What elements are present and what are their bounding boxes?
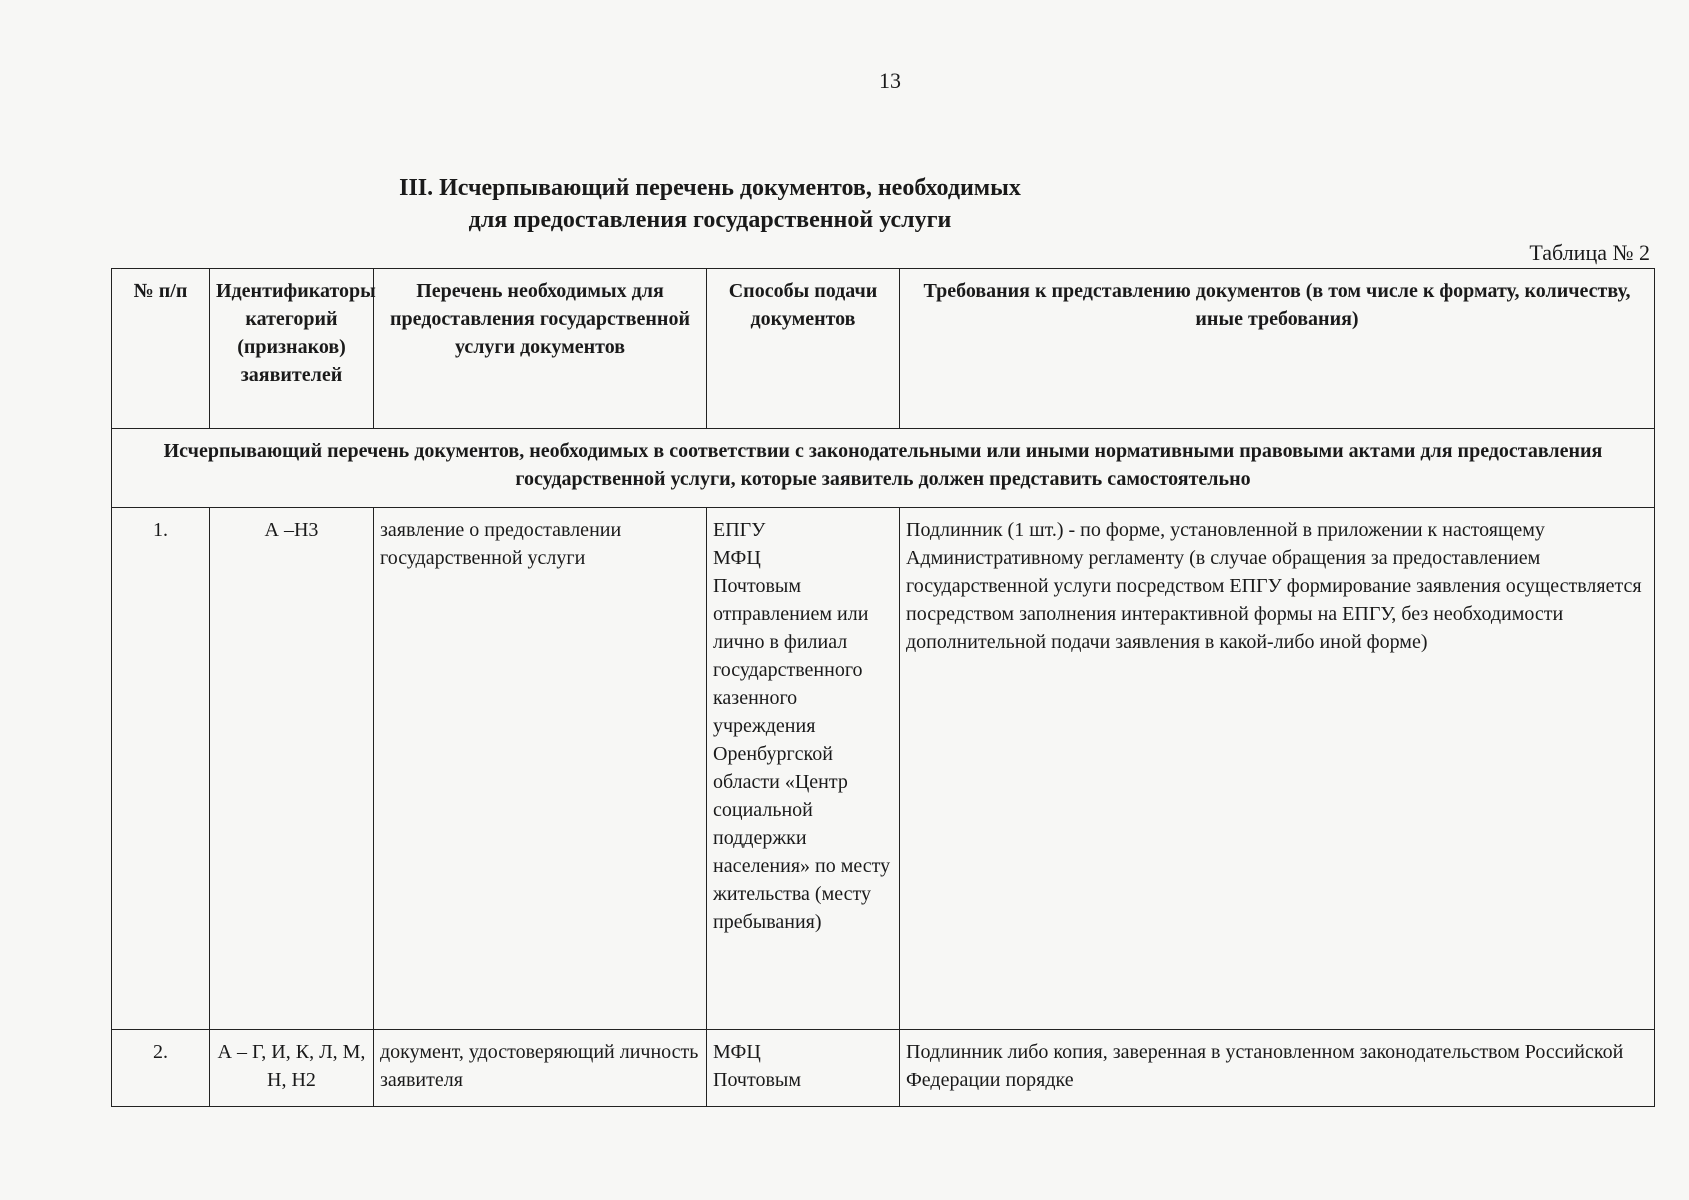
row-2-submission-1: МФЦ — [713, 1041, 761, 1063]
row-2-requirements: Подлинник либо копия, заверенная в установленном законодательством Российской Федерации порядке — [900, 1030, 1655, 1107]
row-1-num: 1. — [112, 508, 210, 1030]
table-row — [112, 1030, 1655, 1107]
row-1-submission — [707, 508, 900, 1030]
table-label: Таблица № 2 — [1529, 240, 1650, 265]
header-submission: Способы подачи документов — [707, 269, 900, 429]
header-identifiers: Идентификаторы категорий (признаков) заявителей — [210, 269, 374, 429]
row-1-requirements: Подлинник (1 шт.) - по форме, установленной в приложении к настоящему Административному регламенту (в случае обращения за предоставлением государственной услуги посредством ЕПГУ формирование заявления осуществляется посредством заполнения интерактивной формы на ЕПГУ, без необходимости дополнительной подачи заявления в какой-либо иной форме) — [900, 508, 1655, 1030]
section-title-line-2: для предоставления государственной услуги — [468, 207, 952, 233]
row-1-submission-1: ЕПГУ — [713, 519, 766, 541]
row-2-num: 2. — [112, 1030, 210, 1107]
section-title-line-1: III. Исчерпывающий перечень документов, необходимых — [399, 175, 1021, 201]
row-1-identifiers: А –Н3 — [210, 508, 374, 1030]
row-2-document: документ, удостоверяющий личность заявителя — [374, 1030, 707, 1107]
table-header-row — [112, 269, 1655, 429]
row-1-submission-2: МФЦ — [713, 547, 761, 569]
row-2-submission-2: Почтовым — [713, 1069, 801, 1091]
documents-table — [111, 268, 1655, 1107]
page-number: 13 — [879, 68, 901, 93]
section-row-text: Исчерпывающий перечень документов, необходимых в соответствии с законодательными или иными нормативными правовыми актами для предоставления государственной услуги, которые заявитель должен представить самостоятельно — [112, 429, 1655, 508]
header-requirements: Требования к представлению документов (в том числе к формату, количеству, иные требования) — [900, 269, 1655, 429]
section-row — [112, 429, 1655, 508]
header-doc-list: Перечень необходимых для предоставления государственной услуги документов — [374, 269, 707, 429]
section-title — [0, 172, 1420, 236]
row-1-document: заявление о предоставлении государственной услуги — [374, 508, 707, 1030]
table-row — [112, 508, 1655, 1030]
row-1-submission-3: Почтовым отправлением или лично в филиал государственного казенного учреждения Оренбургской области «Центр социальной поддержки населения» по месту жительства (месту пребывания) — [713, 575, 891, 933]
row-2-submission — [707, 1030, 900, 1107]
header-num: № п/п — [112, 269, 210, 429]
row-2-identifiers: А – Г, И, К, Л, М, Н, Н2 — [210, 1030, 374, 1107]
